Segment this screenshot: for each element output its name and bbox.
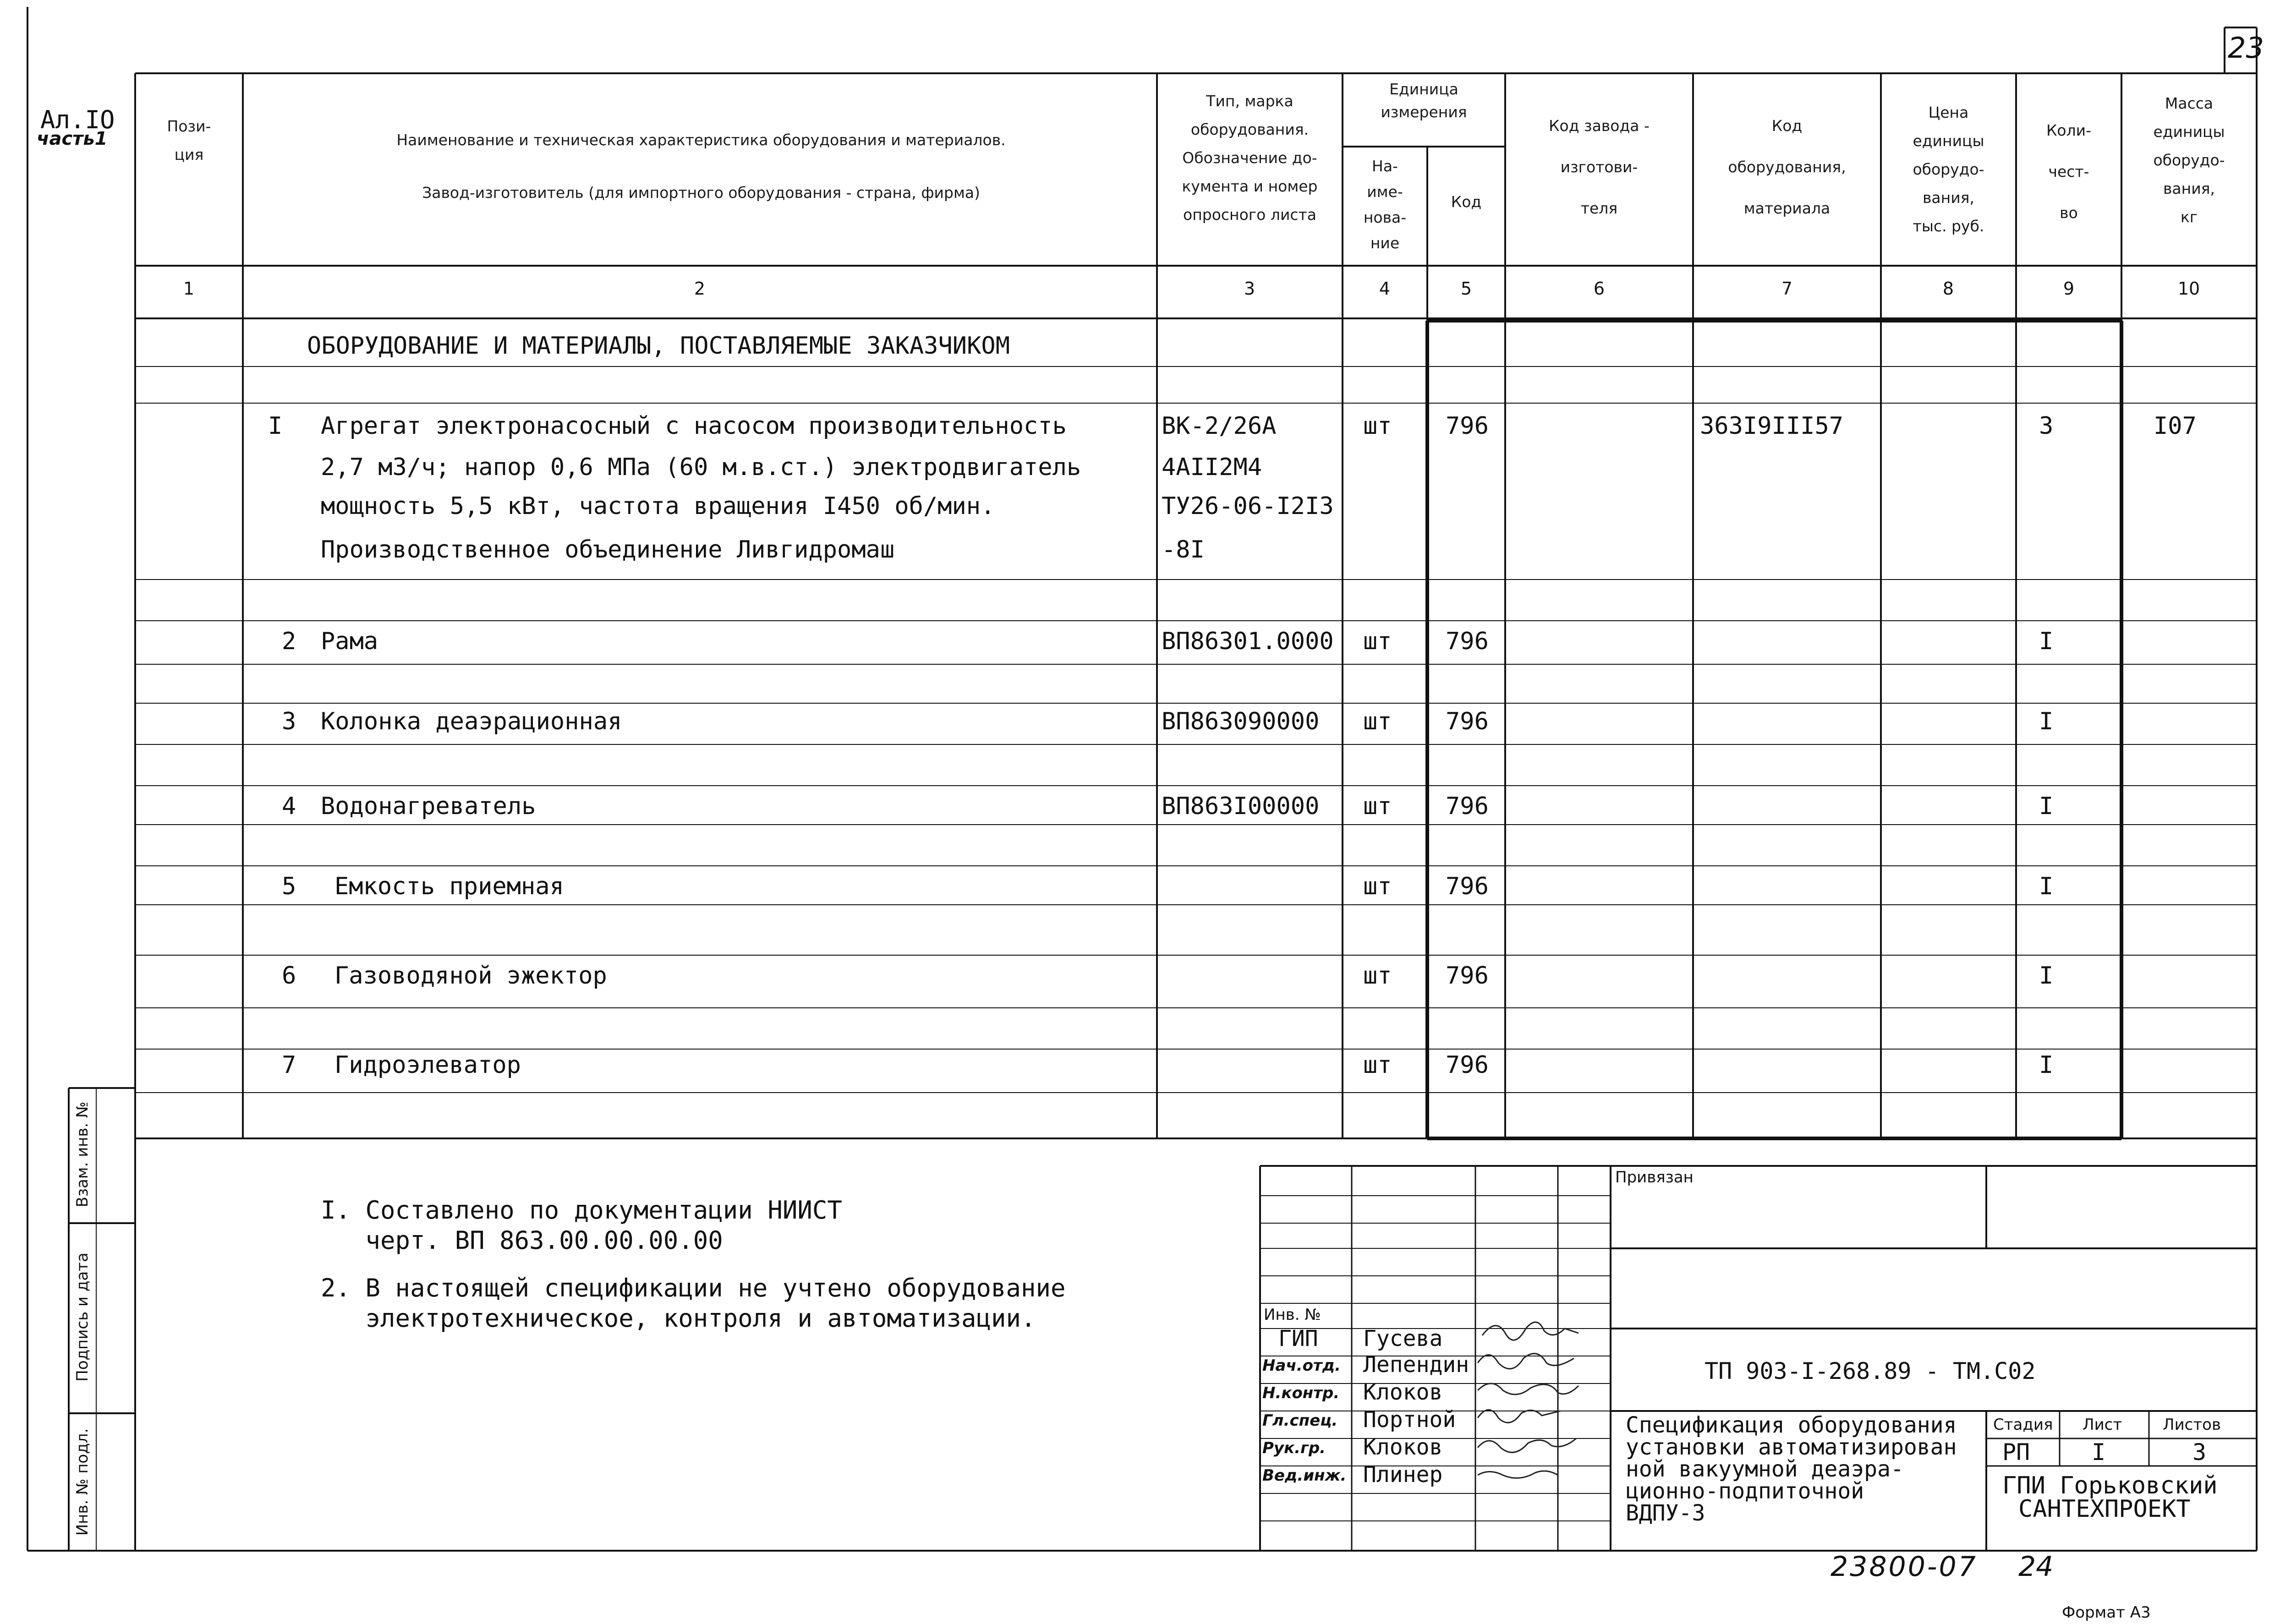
item-unit-code: 796 [1446,962,1489,990]
tb-name: Гусева [1363,1326,1443,1351]
column-number-1: 1 [183,279,195,299]
note-1-line1: I. Составлено по документации НИИСТ [321,1196,842,1225]
item-quantity: I [2039,628,2054,655]
title-line-5: ВДПУ-3 [1626,1500,1705,1526]
item-name: Емкость приемная [334,873,564,900]
column-number-9: 9 [2063,279,2075,299]
item-name: Рама [321,628,378,655]
item-name: 2,7 м3/ч; напор 0,6 МПа (60 м.в.ст.) электродвигатель [321,454,1081,481]
item-equipment-code: 363I9III57 [1700,412,1844,440]
item-unit-code: 796 [1446,793,1489,820]
header-position: Пози- ция [167,117,211,164]
note-2-line2: электротехническое, контроля и автоматизации. [321,1304,1036,1333]
item-name: Агрегат электронасосный с насосом производительность [321,412,1067,440]
tb-role: Нач.отд. [1262,1356,1341,1375]
organization-line2: САНТЕХПРОЕКТ [2018,1495,2191,1523]
item-position: 3 [282,708,296,735]
sheet-value: I [2092,1439,2106,1465]
item-type: 4АII2М4 [1162,454,1262,481]
note-1-line2: черт. ВП 863.00.00.00.00 [321,1226,723,1255]
header-factory-code: Код завода - изготови- теля [1549,117,1650,217]
item-position: 6 [282,962,296,990]
tb-role: Гл.спец. [1262,1411,1338,1430]
item-quantity: I [2039,708,2054,735]
document-designation: ТП 903-I-268.89 - ТМ.С02 [1705,1358,2036,1384]
format-label: Формат А3 [2062,1603,2151,1622]
sheets-label: Листов [2163,1416,2221,1434]
item-name: Производственное объединение Ливгидромаш [321,536,895,563]
header-equipment-code: Код оборудования, материала [1728,117,1846,217]
privyazan-label: Привязан [1615,1168,1694,1187]
item-name: мощность 5,5 кВт, частота вращения I450 об/мин. [321,492,995,520]
title-line-1: Спецификация оборудования [1626,1412,1957,1438]
item-position: I [268,412,283,440]
item-name: Гидроэлеватор [334,1051,521,1079]
item-unit: шт [1363,962,1392,990]
header-mass: Масса единицы оборудо- вания, кг [2153,94,2225,226]
tb-role: ГИП [1278,1326,1318,1351]
album-part: часть1 [37,128,108,149]
stage-value: РП [2002,1439,2030,1465]
item-unit: шт [1363,793,1392,820]
item-type: ТУ26-06-I2I3 [1162,492,1334,520]
column-number-6: 6 [1593,279,1605,299]
column-number-3: 3 [1244,279,1255,299]
header-price: Цена единицы оборудо- вания, тыс. руб. [1913,104,1984,235]
signature-scribbles [1478,1322,1578,1478]
item-type: -8I [1162,536,1205,563]
tb-name: Плинер [1363,1462,1443,1487]
item-mass: I07 [2154,412,2197,440]
item-name: Колонка деаэрационная [321,708,622,735]
item-unit-code: 796 [1446,708,1489,735]
item-position: 2 [282,628,296,655]
header-unit-name: На- име- нова- ние [1363,157,1407,252]
stamp-inv-original: Инв. № подл. [73,1428,92,1536]
item-name: Газоводяной эжектор [334,962,607,990]
header-name-line2: Завод-изготовитель (для импортного оборудования - страна, фирма) [422,184,980,202]
item-quantity: I [2039,1051,2054,1079]
column-number-5: 5 [1460,279,1472,299]
item-type: ВК-2/26А [1162,412,1277,440]
item-quantity: I [2039,962,2054,990]
item-quantity: I [2039,793,2054,820]
title-line-2: установки автоматизирован [1626,1434,1957,1460]
header-type: Тип, марка оборудования. Обозначение до- кумента и номер опросного листа [1182,92,1318,224]
item-unit: шт [1363,708,1392,735]
item-quantity: 3 [2039,412,2054,440]
item-position: 5 [282,873,296,900]
column-number-7: 7 [1781,279,1793,299]
header-name-line1: Наименование и техническая характеристика оборудования и материалов. [396,131,1006,149]
note-2-line1: 2. В настоящей спецификации не учтено оборудование [321,1274,1066,1302]
tb-name: Клоков [1363,1379,1443,1405]
item-unit: шт [1363,628,1392,655]
archive-number: 23800-07 [1831,1551,1978,1583]
item-position: 4 [282,793,296,820]
title-line-4: ционно-подпиточной [1626,1478,1864,1504]
header-unit-code: Код [1451,193,1482,211]
tb-role: Рук.гр. [1262,1439,1326,1457]
tb-name: Лепендин [1363,1352,1469,1378]
archive-page: 24 [2018,1551,2054,1583]
section-title: ОБОРУДОВАНИЕ И МАТЕРИАЛЫ, ПОСТАВЛЯЕМЫЕ ЗАКАЗЧИКОМ [307,332,1010,360]
item-quantity: I [2039,873,2054,900]
item-unit-code: 796 [1446,628,1489,655]
sheet-label: Лист [2083,1416,2122,1434]
title-line-3: ной вакуумной деаэра- [1626,1456,1904,1482]
sheet-number: 23 [2228,31,2264,65]
tb-role: Н.контр. [1262,1384,1340,1402]
stage-label: Стадия [1993,1416,2053,1434]
header-unit-group: Единица измерения [1381,80,1467,121]
column-number-10: 10 [2177,279,2200,299]
header-quantity: Коли- чест- во [2046,121,2092,222]
item-unit: шт [1363,412,1392,440]
item-unit-code: 796 [1446,1051,1489,1079]
item-type: ВП86301.0000 [1162,628,1334,655]
item-position: 7 [282,1051,296,1079]
inv-no-label: Инв. № [1264,1306,1321,1324]
column-number-8: 8 [1942,279,1954,299]
item-unit: шт [1363,873,1392,900]
item-unit: шт [1363,1051,1392,1079]
item-unit-code: 796 [1446,412,1489,440]
album-label: Ал.IO [40,105,115,134]
column-number-4: 4 [1379,279,1391,299]
stamp-replace-inv: Взам. инв. № [73,1101,92,1208]
tb-role: Вед.инж. [1262,1466,1347,1485]
tb-name: Портной [1363,1407,1456,1433]
sheets-value: 3 [2192,1439,2207,1465]
item-type: ВП863I00000 [1162,793,1320,820]
column-number-2: 2 [694,279,706,299]
organization-line1: ГПИ Горьковский [2002,1472,2218,1499]
stamp-signature-date: Подпись и дата [73,1252,92,1382]
item-type: ВП863090000 [1162,708,1320,735]
tb-name: Клоков [1363,1434,1443,1460]
item-name: Водонагреватель [321,793,536,820]
item-unit-code: 796 [1446,873,1489,900]
